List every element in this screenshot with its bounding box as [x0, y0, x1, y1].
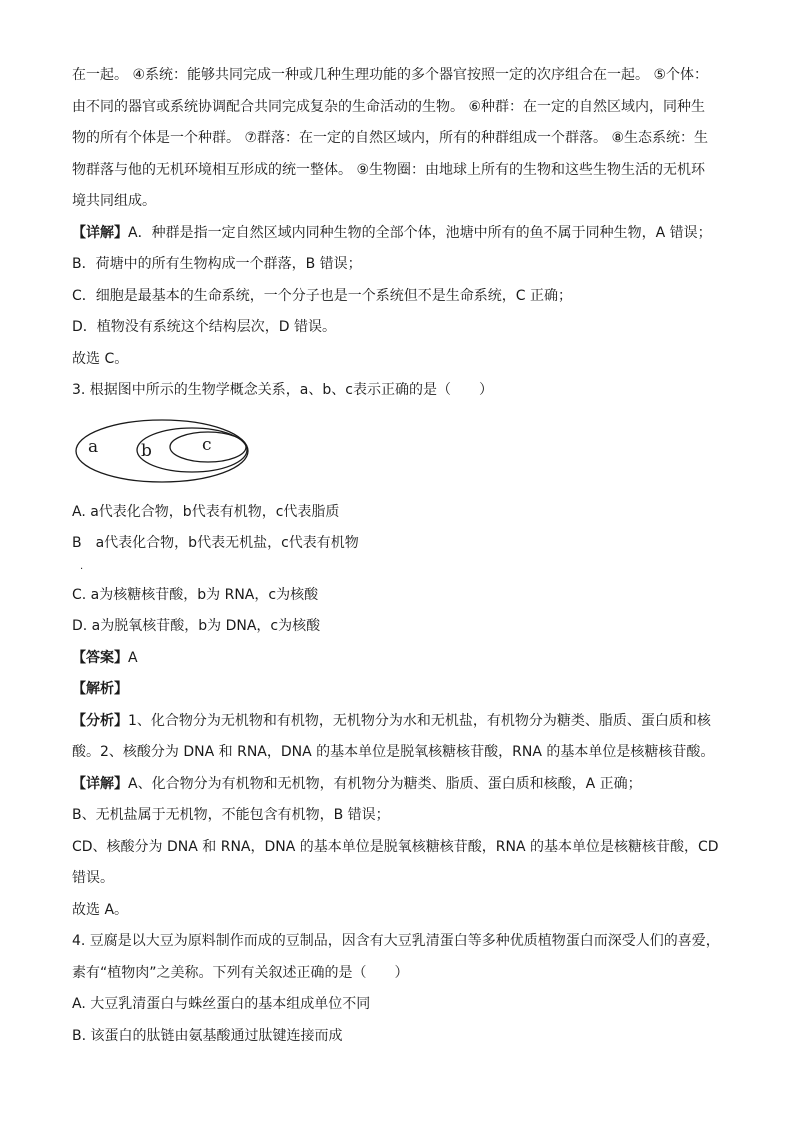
option-a: A. 大豆乳清蛋白与蛛丝蛋白的基本组成单位不同 [72, 996, 371, 1012]
text-line: 境共同组成。 [72, 193, 156, 209]
detail-line-d: D．植物没有系统这个结构层次，D 错误。 [72, 319, 337, 335]
analysis-line-1: 【分析】1、化合物分为无机物和有机物，无机物分为水和无机盐，有机物分为糖类、脂质、蛋白质和核 [72, 712, 711, 729]
option-b: B. 该蛋白的肽链由氨基酸通过肽键连接而成 [72, 1027, 343, 1044]
text-line: 由不同的器官或系统协调配合共同完成复杂的生命活动的生物。 ⑥种群：在一定的自然区域内，同种生 [72, 98, 705, 115]
detail-line-c: C．细胞是最基本的生命系统，一个分子也是一个系统但不是生命系统，C 正确； [72, 287, 572, 304]
text-line: 在一起。 ④系统：能够共同完成一种或几种生理功能的多个器官按照一定的次序组合在一起。 ⑤个体： [72, 67, 708, 83]
choice-line: 故选 A。 [72, 901, 129, 918]
choice-line: 故选 C。 [72, 350, 129, 367]
question-4-stem-cont: 素有“植物肉”之美称。下列有关叙述正确的是（ ） [72, 964, 409, 981]
detail-line-a: 【详解】A．种群是指一定自然区域内同种生物的全部个体，池塘中所有的鱼不属于同种生物，A 错误； [72, 224, 712, 241]
detail-line-a: 【详解】A、化合物分为有机物和无机物，有机物分为糖类、脂质、蛋白质和核酸，A 正确； [72, 775, 642, 792]
answer-value: A [128, 649, 138, 666]
detail-line-b: B、无机盐属于无机物，不能包含有机物，B 错误； [72, 807, 390, 823]
option-a: A. a代表化合物，b代表有机物，c代表脂质 [72, 503, 340, 520]
diagram-label-a: a [88, 436, 99, 457]
diagram-label-b: b [141, 440, 152, 461]
ellipse-svg [74, 417, 254, 485]
question-3-stem: 3. 根据图中所示的生物学概念关系，a、b、c表示正确的是（ ） [72, 382, 493, 398]
option-d: D. a为脱氧核苷酸，b为 DNA，c为核酸 [72, 618, 321, 634]
option-b: B a代表化合物，b代表无机盐，c代表有机物 [72, 535, 359, 551]
detail-line-b: B．荷塘中的所有生物构成一个群落，B 错误； [72, 256, 362, 272]
answer-line [72, 643, 732, 675]
stray-dot: . [80, 560, 84, 572]
question-4-stem: 4. 豆腐是以大豆为原料制作而成的豆制品，因含有大豆乳清蛋白等多种优质植物蛋白而深受人们的喜爱， [72, 933, 720, 949]
detail-tag: 【详解】 [72, 224, 128, 241]
analysis-line-2: 酸。2、核酸分为 DNA 和 RNA，DNA 的基本单位是脱氧核糖核苷酸，RNA 的基本单位是核糖核苷酸。 [72, 744, 715, 760]
option-c: C. a为核糖核苷酸，b为 RNA，c为核酸 [72, 586, 319, 603]
text-line: 物群落与他的无机环境相互形成的统一整体。 ⑨生物圈：由地球上所有的生物和这些生物生活的无机环 [72, 161, 705, 178]
detail-line-cd: CD、核酸分为 DNA 和 RNA，DNA 的基本单位是脱氧核糖核苷酸，RNA 的基本单位是核糖核苷酸，CD [72, 838, 719, 855]
ellipse-a [76, 420, 248, 482]
nested-ellipse-diagram [74, 417, 254, 485]
text-line: 物的所有个体是一个种群。 ⑦群落：在一定的自然区域内，所有的种群组成一个群落。 ⑧生态系统：生 [72, 130, 708, 146]
analysis-heading: 【解析】 [72, 681, 128, 697]
answer-tag: 【答案】 [72, 649, 128, 666]
diagram-label-c: c [202, 434, 212, 455]
document-page [72, 60, 732, 1052]
detail-line-cd-cont: 错误。 [72, 870, 114, 886]
